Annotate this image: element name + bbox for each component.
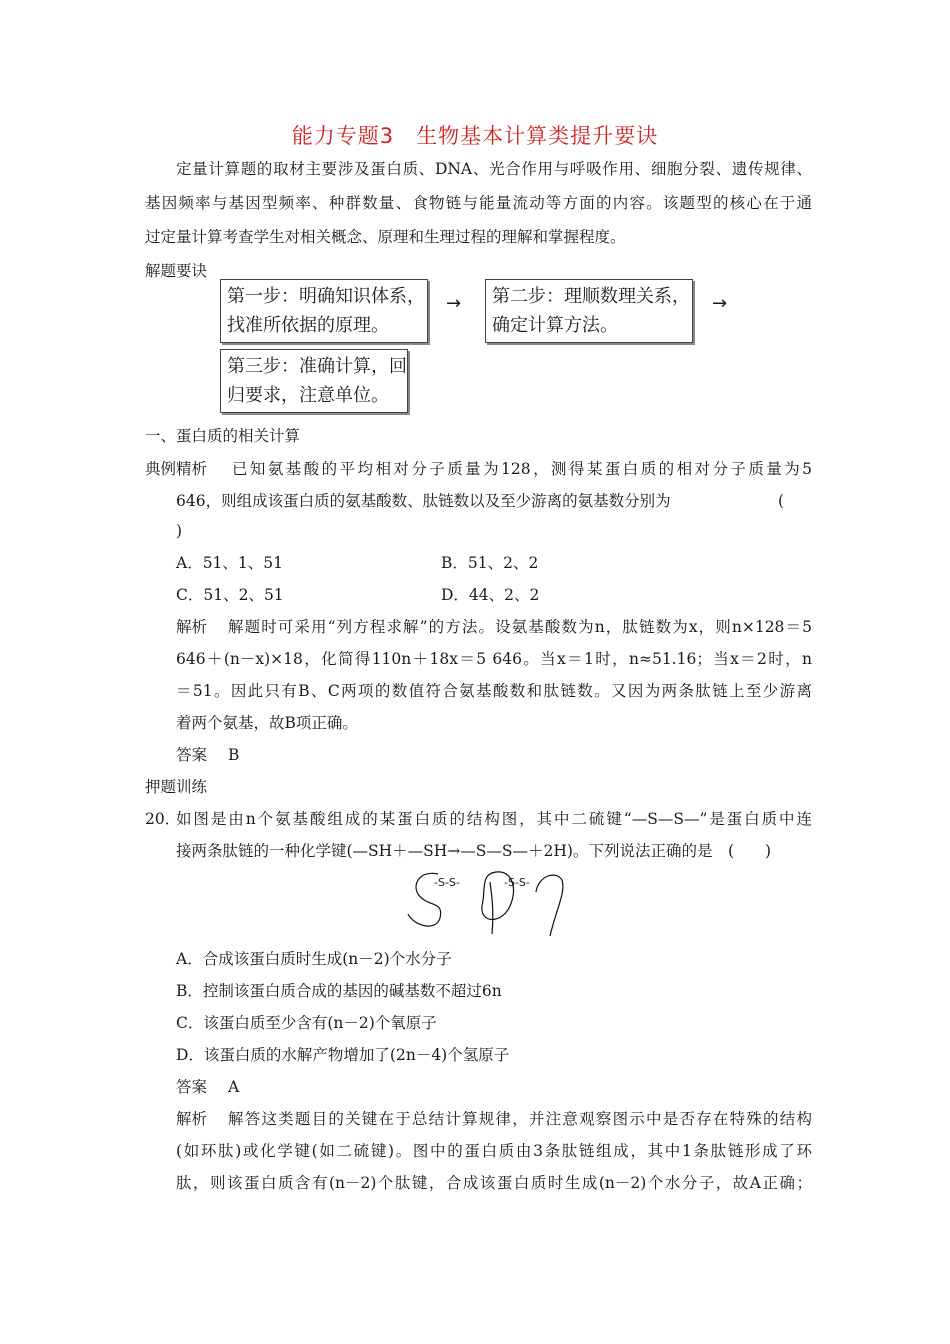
example-line-2: 646，则组成该蛋白质的氨基酸数、肽链数以及至少游离的氨基数分别为: [176, 492, 671, 510]
step-3-line-2: 归要求，注意单位。: [227, 385, 389, 406]
step-box-1: [220, 279, 428, 343]
option-d: D．44、2、2: [441, 586, 540, 604]
analysis-line-2: 646＋(n－x)×18，化简得110n＋18x＝5 646。当x＝1时，n≈51.16；当x＝2时，n: [176, 650, 812, 668]
option-b: B．51、2、2: [441, 554, 539, 572]
question-number: 20．: [145, 810, 181, 828]
q20-option-d: D．该蛋白质的水解产物增加了(2n－4)个氢原子: [176, 1046, 510, 1064]
example-label: 典例精析: [145, 460, 208, 478]
page-title: [0, 120, 950, 150]
step-box-3: [220, 349, 408, 413]
step-2-line-2: 确定计算方法。: [492, 315, 618, 336]
step-box-2: [485, 279, 693, 343]
section-heading: 一、蛋白质的相关计算: [145, 427, 301, 445]
step-2-line-1: 第二步：理顺数理关系，: [492, 286, 690, 307]
option-c: C．51、2、51: [176, 586, 284, 604]
q20-option-b: B．控制该蛋白质合成的基因的碱基数不超过6n: [176, 982, 502, 1000]
q20-analysis-line-1: 解答这类题目的关键在于总结计算规律，并注意观察图示中是否存在特殊的结构: [228, 1110, 812, 1128]
disulfide-label-1: -S-S-: [434, 876, 460, 889]
protein-structure-figure: [400, 862, 590, 942]
analysis-label: 解析: [176, 618, 208, 636]
disulfide-label-2: -S-S-: [504, 876, 530, 889]
q20-answer-value: A: [228, 1078, 240, 1096]
option-a: A．51、1、51: [176, 554, 284, 572]
title-subject: 生物基本计算类提升要诀: [416, 124, 659, 148]
q20-option-a: A．合成该蛋白质时生成(n－2)个水分子: [176, 950, 452, 968]
answer-paren-close: ): [176, 522, 183, 540]
answer-paren-open: (: [778, 492, 785, 510]
intro-line-3: 过定量计算考查学生对相关概念、原理和生理过程的理解和掌握程度。: [145, 228, 626, 246]
q20-option-c: C．该蛋白质至少含有(n－2)个氧原子: [176, 1014, 437, 1032]
q20-answer-label: 答案: [176, 1078, 208, 1096]
example-line-1: 已知氨基酸的平均相对分子质量为128，测得某蛋白质的相对分子质量为5: [232, 460, 812, 478]
analysis-line-1: 解题时可采用“列方程求解”的方法。设氨基酸数为n，肽链数为x，则n×128＝5: [228, 618, 812, 636]
q20-analysis-line-3: 肽，则该蛋白质含有(n－2)个肽键，合成该蛋白质时生成(n－2)个水分子，故A正确；: [176, 1174, 812, 1192]
training-heading: 押题训练: [145, 778, 208, 796]
arrow-icon: →: [712, 293, 728, 314]
q20-analysis-label: 解析: [176, 1110, 208, 1128]
analysis-line-4: 着两个氨基，故B项正确。: [176, 714, 358, 732]
analysis-line-3: ＝51。因此只有B、C两项的数值符合氨基酸数和肽链数。又因为两条肽链上至少游离: [176, 682, 812, 700]
step-1-line-2: 找准所依据的原理。: [227, 315, 389, 336]
q20-analysis-line-2: (如环肽)或化学键(如二硫键)。图中的蛋白质由3条肽链组成，其中1条肽链形成了环: [176, 1142, 812, 1160]
answer-value: B: [228, 746, 240, 764]
question-line-1: 如图是由n个氨基酸组成的某蛋白质的结构图，其中二硫键“—S—S—”是蛋白质中连: [176, 810, 812, 828]
step-3-line-1: 第三步：准确计算，回: [227, 356, 407, 377]
step-1-line-1: 第一步：明确知识体系，: [227, 286, 425, 307]
arrow-icon: →: [446, 293, 462, 314]
protein-chains-drawing: [400, 862, 590, 942]
tips-heading: 解题要诀: [145, 262, 208, 280]
question-line-2: 接两条肽链的一种化学键(—SH＋—SH→—S—S—＋2H)。下列说法正确的是 ( ): [176, 842, 772, 860]
answer-label: 答案: [176, 746, 208, 764]
intro-line-1: 定量计算题的取材主要涉及蛋白质、DNA、光合作用与呼吸作用、细胞分裂、遗传规律、: [176, 160, 812, 178]
intro-line-2: 基因频率与基因型频率、种群数量、食物链与能量流动等方面的内容。该题型的核心在于通: [145, 194, 812, 212]
title-topic: 能力专题3: [291, 124, 395, 148]
